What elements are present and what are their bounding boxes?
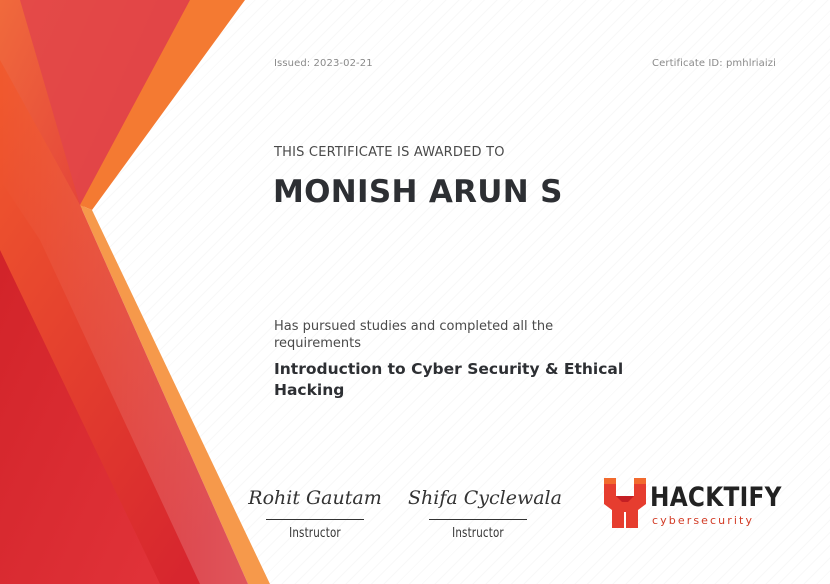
signature-block-1 [245,484,385,541]
signature-block-2 [408,484,562,541]
signature-1: Rohit Gautam [248,487,382,509]
certificate-id-label: Certificate ID: [652,58,726,69]
signature-2-line [429,519,527,520]
certificate-id [652,58,776,69]
logo-wordmark: HACKTIFY [650,482,782,513]
signature-1-role: Instructor [289,526,341,541]
signature-2-role: Instructor [452,526,504,541]
course-title: Introduction to Cyber Security & Ethical Hacking [274,360,624,399]
certificate-id-value: pmhlriaizi [725,58,776,69]
signature-2: Shifa Cyclewala [408,487,562,509]
logo-tagline: cybersecurity [652,514,755,527]
signature-1-line [266,519,364,520]
hacktify-logo-icon [602,476,648,530]
completion-statement: Has pursued studies and completed all the requirements [274,319,554,351]
recipient-name: MONISH ARUN S [273,174,563,210]
hacktify-logo [602,476,782,530]
awarded-to-label: THIS CERTIFICATE IS AWARDED TO [274,145,505,160]
issued-date: Issued: 2023-02-21 [274,58,373,69]
